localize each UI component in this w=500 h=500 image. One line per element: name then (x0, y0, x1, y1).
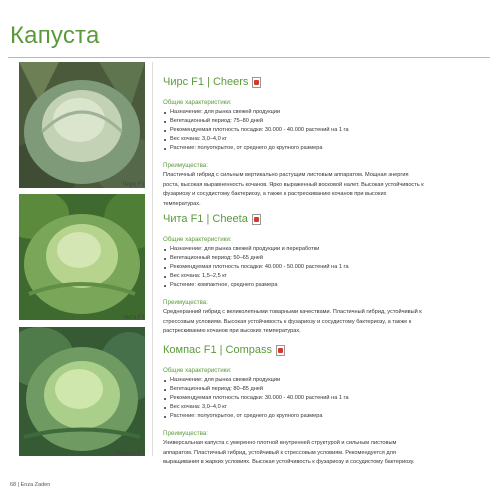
compass-caption: Компас F1 (115, 451, 145, 457)
characteristics-list (163, 376, 493, 421)
cabbage-image (19, 327, 145, 456)
list-item: Назначение: для рынка свежей продукции (163, 376, 493, 385)
variety-name: Компас F1 | Compass (163, 344, 272, 356)
general-label: Общие характеристики: (163, 367, 232, 374)
variety-compass (163, 343, 493, 468)
advantages-label: Преимущества: (163, 162, 208, 169)
general-label: Общие характеристики: (163, 99, 232, 106)
characteristics-list (163, 245, 493, 290)
characteristics-list (163, 108, 493, 153)
list-item: Назначение: для рынка свежей продукции и переработки (163, 245, 493, 254)
list-item: Назначение: для рынка свежей продукции (163, 108, 493, 117)
cheeta-photo (19, 194, 145, 320)
list-item: Растение: полуоткрытое, от среднего до крупного размера (163, 412, 493, 421)
list-item: Вес кочана: 3,0–4,0 кг (163, 403, 493, 412)
pdf-file-icon[interactable] (276, 345, 285, 356)
list-item: Вегетационный период: 50–65 дней (163, 254, 493, 263)
advantages-text: Универсальная капуста с умеренно плотной внутренней структурой и сильным листовым аппаратом. Пластичный гибрид, устойчивый к стрессовым условиям. Рекомендуется для выращивания в жарких условиях. Высокая устойчивость к фузариозу и сосудистому бактериозу. (163, 440, 415, 465)
list-item: Рекомендуемая плотность посадки: 40.000 - 50.000 растений на 1 га (163, 263, 493, 272)
variety-cheers (163, 75, 493, 209)
advantages-label: Преимущества: (163, 299, 208, 306)
compass-photo (19, 327, 145, 456)
list-item: Вегетационный период: 80–85 дней (163, 385, 493, 394)
list-item: Рекомендуемая плотность посадки: 30.000 - 40.000 растений на 1 га (163, 394, 493, 403)
list-item: Рекомендуемая плотность посадки: 30.000 - 40.000 растений на 1 га (163, 126, 493, 135)
list-item: Вегетационный период: 75–80 дней (163, 117, 493, 126)
variety-cheeta (163, 212, 493, 337)
advantages-text: Пластичный гибрид с сильным вертикально растущим листовым аппаратом. Мощная энергия роста, высокая выравненность кочанов. Ярко выраженный восковой налет. Высокая устойчивость к фузариозу и сосудистому бактериозу, а также к растрескиванию кочанов при высоких температурах. (163, 172, 424, 207)
cheers-photo (19, 62, 145, 188)
list-item: Вес кочана: 3,0–4,0 кг (163, 135, 493, 144)
variety-name: Чирс F1 | Cheers (163, 76, 249, 88)
advantages-text: Среднеранний гибрид с великолепными товарными качествами. Пластичный гибрид, устойчивый к стрессовым условиям. Высокая устойчивость к фузариозу и сосудистому бактериозу, а также к растрескиванию кочанов при высоких температурах. (163, 309, 422, 334)
title-divider (8, 57, 490, 58)
list-item: Вес кочана: 1,5–2,5 кг (163, 272, 493, 281)
page-footer: 68 | Enza Zaden (10, 482, 51, 488)
pdf-file-icon[interactable] (252, 214, 261, 225)
pdf-file-icon[interactable] (252, 77, 261, 88)
column-divider (152, 62, 153, 456)
cabbage-image (19, 62, 145, 188)
general-label: Общие характеристики: (163, 236, 232, 243)
cabbage-image (19, 194, 145, 320)
variety-name: Чита F1 | Cheeta (163, 213, 248, 225)
page-title: Капуста (10, 22, 100, 49)
cheers-caption: Чирс F1 (122, 182, 145, 188)
list-item: Растение: компактное, среднего размера (163, 281, 493, 290)
cheeta-caption: Чита F1 (122, 315, 145, 321)
list-item: Растение: полуоткрытое, от среднего до крупного размера (163, 144, 493, 153)
advantages-label: Преимущества: (163, 430, 208, 437)
